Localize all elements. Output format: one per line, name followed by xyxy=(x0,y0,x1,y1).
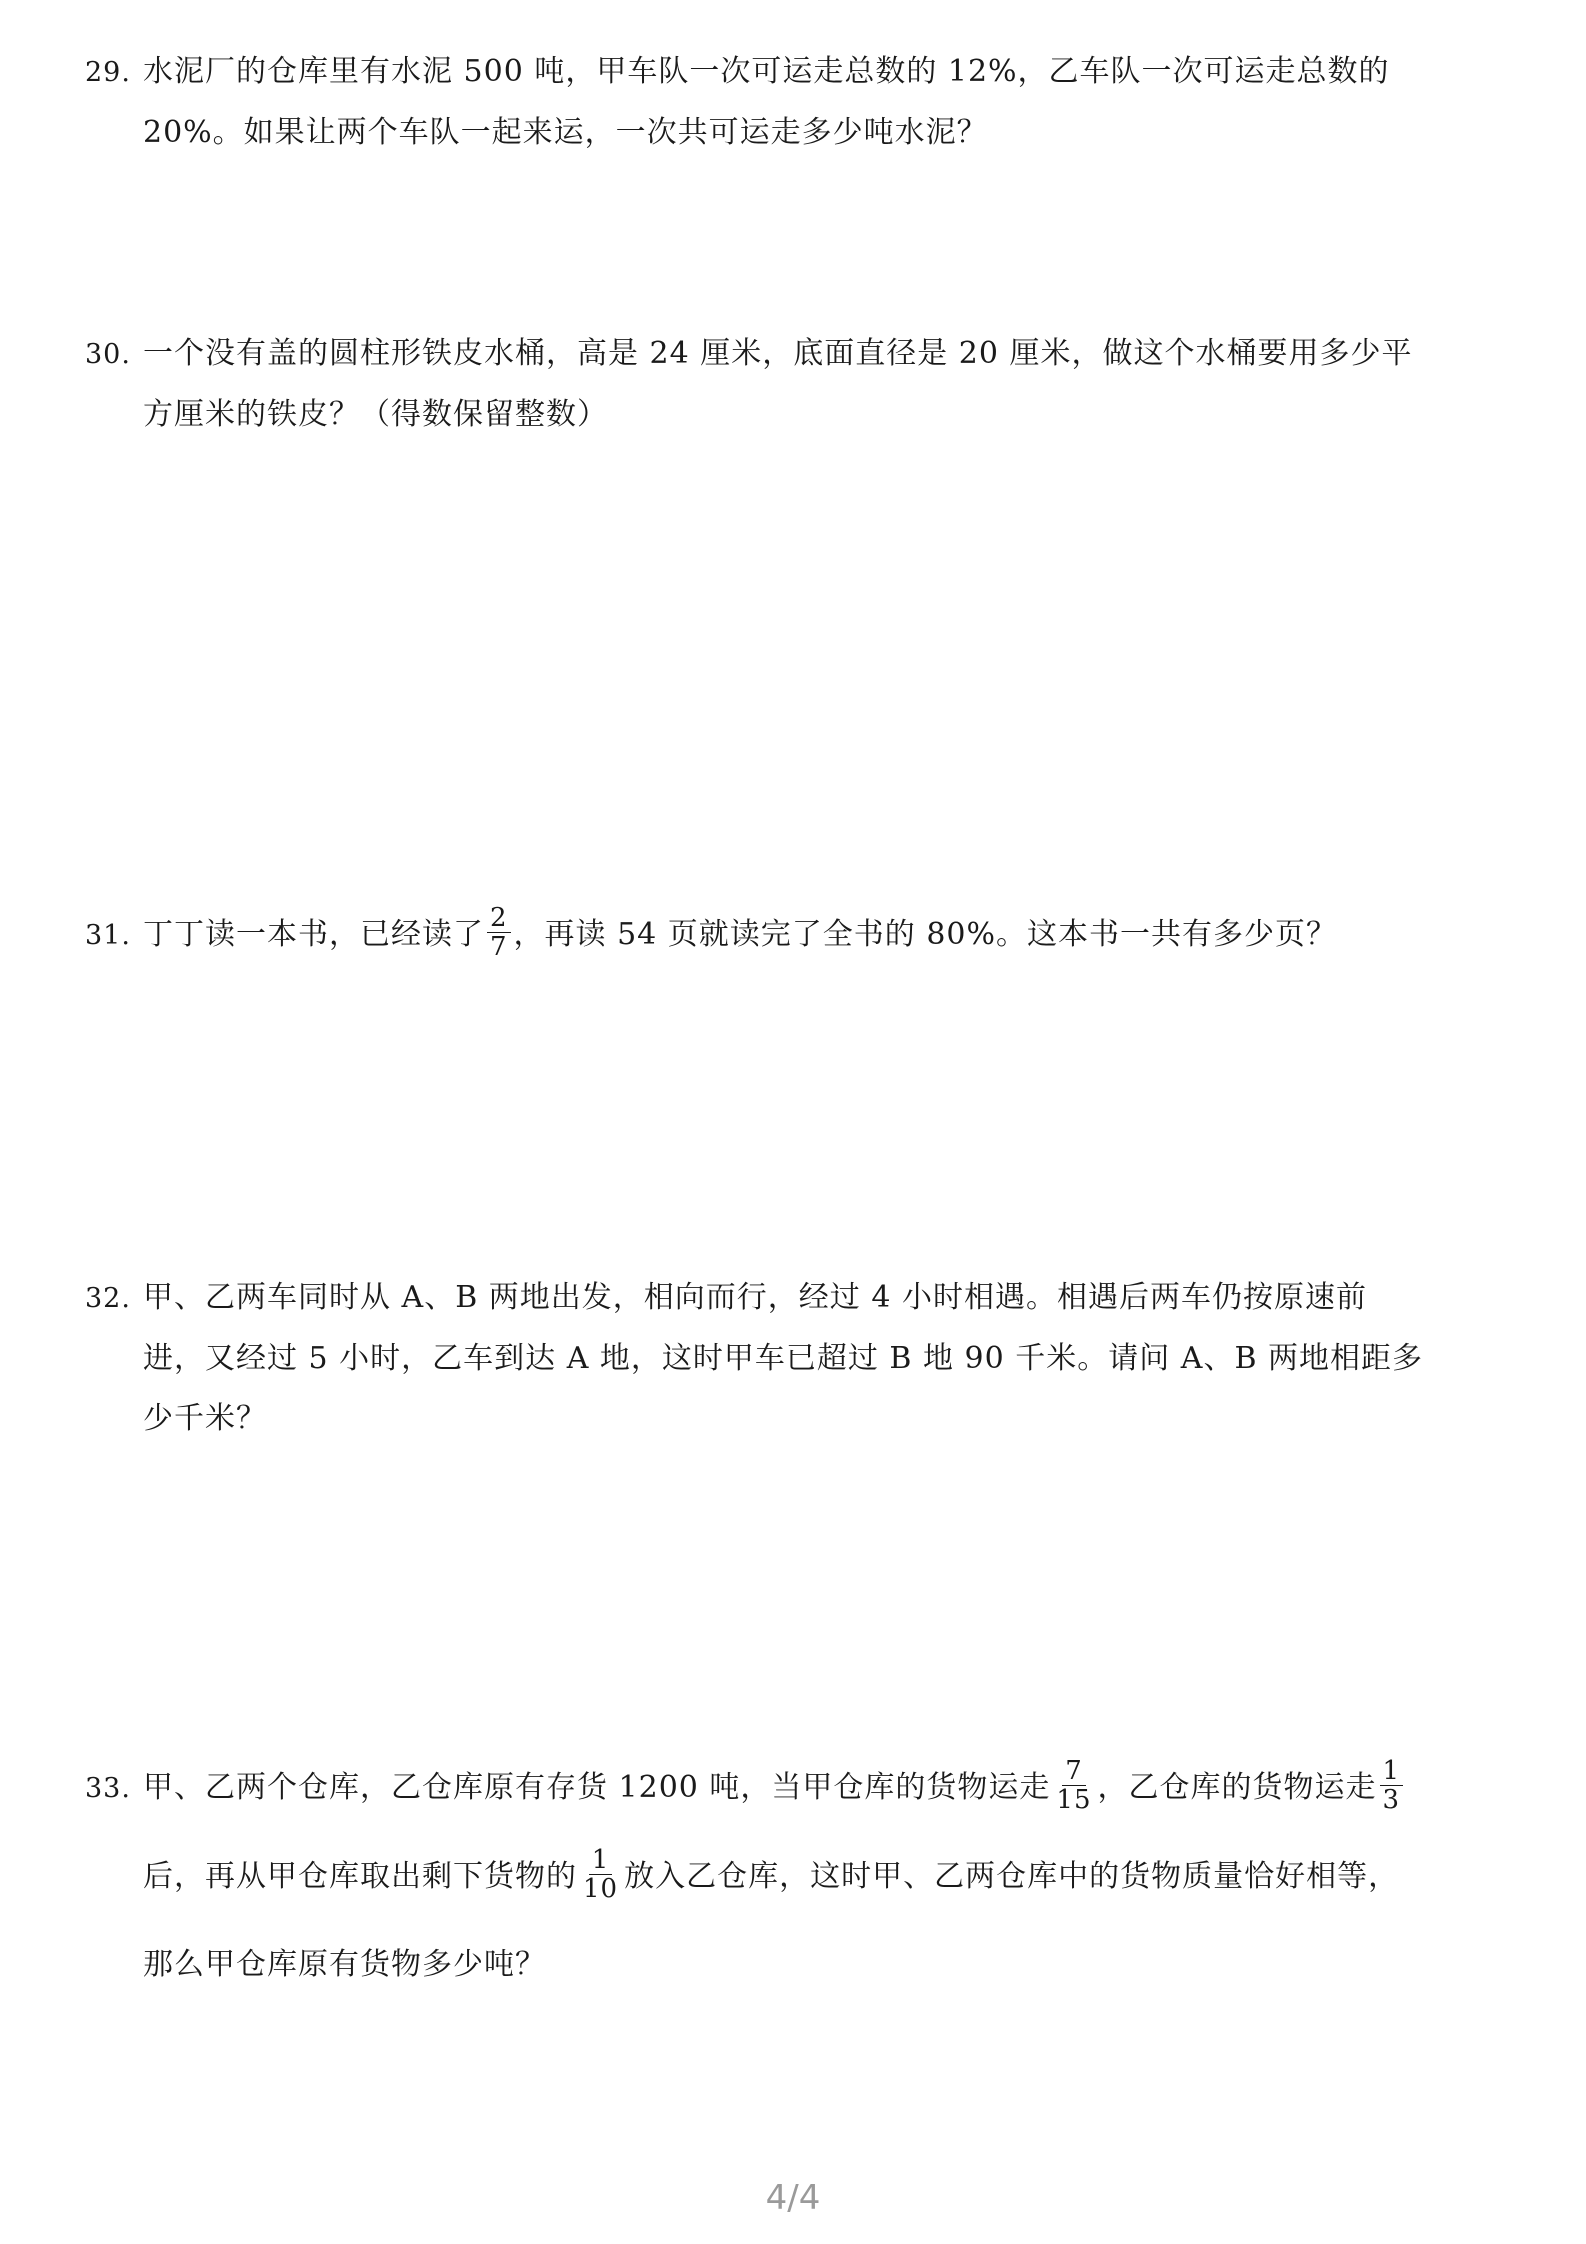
problem-31-text-before: 丁丁读一本书，已经读了 xyxy=(143,917,484,952)
problem-31-fraction xyxy=(487,904,511,961)
problem-31-number: 31. xyxy=(85,920,131,951)
problem-33-text-1b: ，乙仓库的货物运走 xyxy=(1097,1770,1377,1805)
fraction-denominator: 3 xyxy=(1382,1784,1401,1815)
problem-33-text-2a: 后，再从甲仓库取出剩下货物的 xyxy=(143,1859,577,1894)
problem-30-line-2: 方厘米的铁皮？（得数保留整数） xyxy=(143,397,608,432)
problem-33-fraction-2 xyxy=(1380,1757,1404,1814)
problem-29-text-1: 水泥厂的仓库里有水泥 500 吨，甲车队一次可运走总数的 12%，乙车队一次可运走总数的 xyxy=(143,54,1390,89)
fraction-numerator: 2 xyxy=(487,904,511,933)
problem-32-text-1: 甲、乙两车同时从 A、B 两地出发，相向而行，经过 4 小时相遇。相遇后两车仍按原速前 xyxy=(143,1280,1367,1315)
problem-33-line-1 xyxy=(85,1744,1525,1833)
fraction-numerator: 7 xyxy=(1062,1757,1086,1786)
problem-30-line-1 xyxy=(85,324,1525,385)
problem-31 xyxy=(85,902,1525,966)
problem-32-number: 32. xyxy=(85,1283,131,1314)
problem-31-line-1 xyxy=(85,902,1525,966)
fraction-denominator: 15 xyxy=(1056,1784,1092,1815)
page-number: 4/4 xyxy=(765,2178,821,2218)
problem-33-line-2 xyxy=(85,1833,1525,1921)
fraction-numerator: 1 xyxy=(1380,1757,1404,1786)
problem-33-fraction-3 xyxy=(580,1846,621,1903)
problem-33 xyxy=(85,1744,1525,2009)
problem-32-line-2: 进，又经过 5 小时，乙车到达 A 地，这时甲车已超过 B 地 90 千米。请问 A、B 两地相距多 xyxy=(143,1341,1424,1376)
fraction-denominator: 7 xyxy=(490,931,508,962)
problem-33-fraction-1 xyxy=(1053,1757,1094,1814)
problem-29-number: 29. xyxy=(85,57,131,88)
problem-33-text-2b: 放入乙仓库，这时甲、乙两仓库中的货物质量恰好相等， xyxy=(624,1859,1400,1894)
problem-33-line-3: 那么甲仓库原有货物多少吨？ xyxy=(143,1947,546,1982)
problem-29-line-1 xyxy=(85,42,1525,103)
problem-32-line-1 xyxy=(85,1268,1525,1329)
fraction-denominator: 10 xyxy=(583,1873,619,1904)
problem-33-number: 33. xyxy=(85,1773,131,1804)
problem-30 xyxy=(85,324,1525,445)
fraction-numerator: 1 xyxy=(589,1846,613,1875)
problem-29 xyxy=(85,42,1525,163)
problem-29-line-2: 20%。如果让两个车队一起来运，一次共可运走多少吨水泥？ xyxy=(143,115,988,150)
problem-32 xyxy=(85,1268,1525,1449)
problem-32-line-3: 少千米？ xyxy=(143,1401,267,1436)
problem-30-number: 30. xyxy=(85,339,131,370)
problem-30-text-1: 一个没有盖的圆柱形铁皮水桶，高是 24 厘米，底面直径是 20 厘米，做这个水桶要用多少平 xyxy=(143,336,1413,371)
problem-31-text-after: ，再读 54 页就读完了全书的 80%。这本书一共有多少页？ xyxy=(513,917,1338,952)
problem-33-text-1a: 甲、乙两个仓库，乙仓库原有存货 1200 吨，当甲仓库的货物运走 xyxy=(143,1770,1051,1805)
